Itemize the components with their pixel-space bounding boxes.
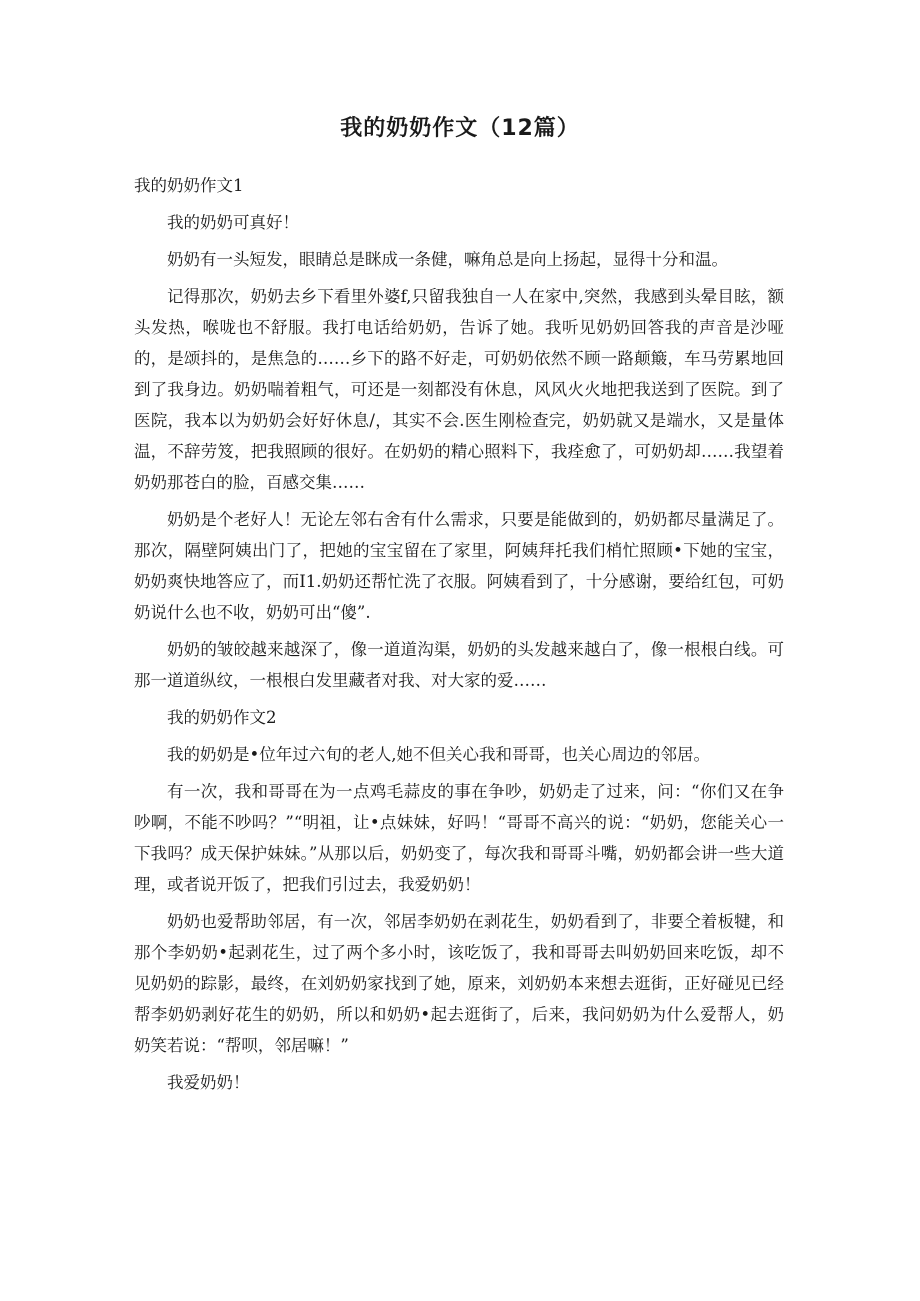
paragraph: 我爱奶奶！ [167, 1073, 250, 1092]
paragraph: 我的奶奶可真好！ [167, 213, 299, 232]
paragraph: 奶奶有一头短发，眼睛总是眯成一条健，嘛角总是向上扬起，显得十分和温。 [167, 250, 728, 269]
document-title: 我的奶奶作文（12篇） [340, 116, 580, 141]
paragraph: 我的奶奶是•位年过六旬的老人,她不但关心我和哥哥，也关心周边的邻居。 [167, 745, 710, 764]
paragraph: 奶奶的皱皎越来越深了，像一道道沟渠，奶奶的头发越来越白了，像一根根白线。可那一道道纵纹，一根根白发里藏者对我、对大家的爱…… [134, 640, 784, 690]
paragraph: 有一次，我和哥哥在为一点鸡毛蒜皮的事在争吵，奶奶走了过来，问：“你们又在争吵啊，不能不吵吗？”“明祖，让•点妹妹，好吗！“哥哥不高兴的说：“奶奶，您能关心一下我吗？成天保护妹妹。”从那以后，奶奶变了，每次我和哥哥斗嘴，奶奶都会讲一些大道理，或者说开饭了，把我们引过去，我爱奶奶！ [134, 782, 784, 894]
paragraph: 奶奶是个老好人！无论左邻右舍有什么需求，只要是能做到的，奶奶都尽量满足了。那次，隔壁阿姨出门了，把她的宝宝留在了家里，阿姨拜托我们梢忙照顾•下她的宝宝，奶奶爽快地答应了，而I1.奶奶还帮忙洗了衣服。阿姨看到了，十分感谢，要给红包，可奶奶说什么也不收，奶奶可出“傻”. [134, 510, 784, 622]
paragraph: 奶奶也爱帮助邻居，有一次，邻居李奶奶在剥花生，奶奶看到了，非要仝着板犍，和那个李奶奶•起剥花生，过了两个多小时，该吃饭了，我和哥哥去叫奶奶回来吃饭，却不见奶奶的踪影，最终，在刘奶奶家找到了她，原来，刘奶奶本来想去逛街，正好碰见已经帮李奶奶剥好花生的奶奶，所以和奶奶•起去逛街了，后来，我问奶奶为什么爱帮人，奶奶笑若说：“帮呗，邻居嘛！” [134, 912, 784, 1055]
section-heading-1: 我的奶奶作文1 [134, 176, 244, 195]
section-heading-2: 我的奶奶作文2 [167, 708, 277, 727]
document-body [134, 170, 784, 1104]
paragraph: 记得那次，奶奶去乡下看里外婆f,只留我独自一人在家中,突然，我感到头晕目眩，额头发热，喉咙也不舒服。我打电话给奶奶，告诉了她。我听见奶奶回答我的声音是沙哑的，是颂抖的，是焦急的……乡下的路不好走，可奶奶依然不顾一路颠簸，车马劳累地回到了我身边。奶奶喘着粗气，可还是一刻都没有休息，风风火火地把我送到了医院。到了医院，我本以为奶奶会好好休息/，其实不会.医生刚检查完，奶奶就又是端水，又是量体温，不辞劳笈，把我照顾的很好。在奶奶的精心照料下，我痊愈了，可奶奶却……我望着奶奶那苍白的脸，百感交集…… [134, 287, 784, 492]
